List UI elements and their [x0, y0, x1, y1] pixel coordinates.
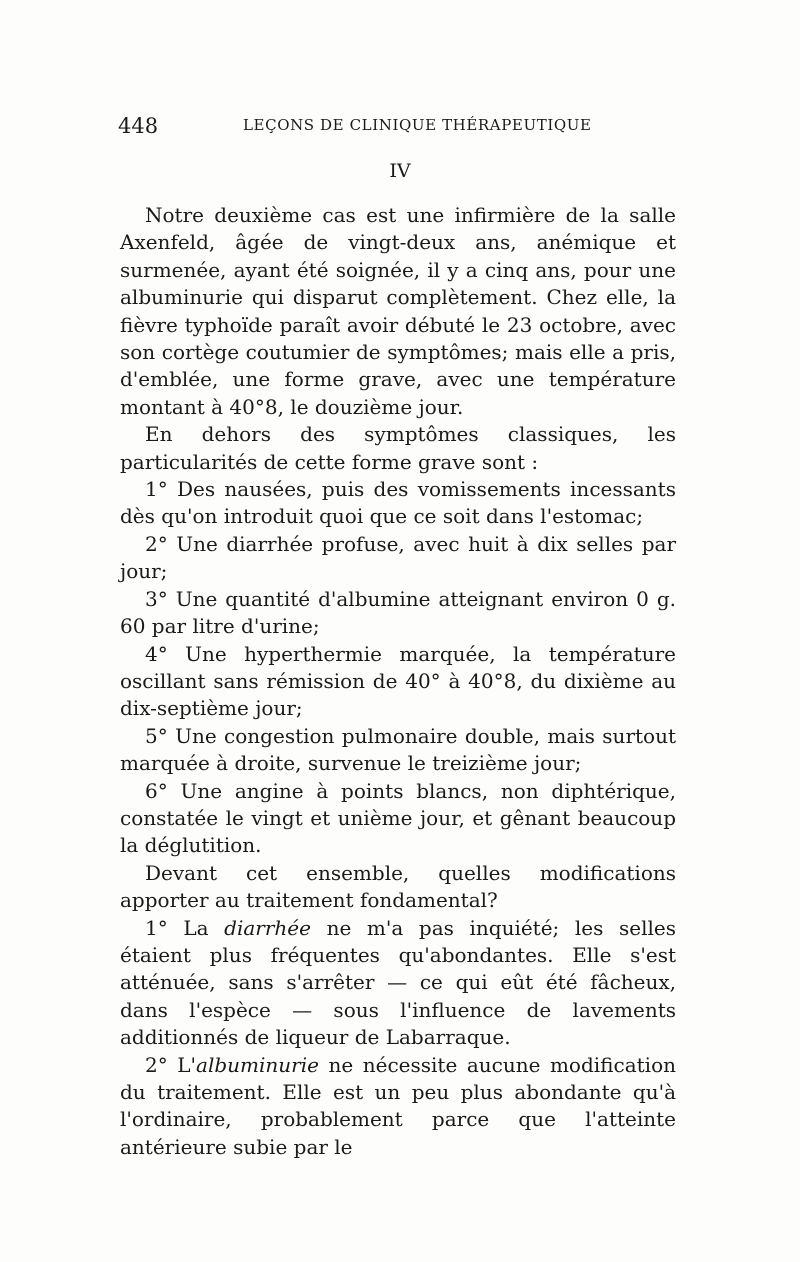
italic-term: albuminurie — [196, 1052, 319, 1077]
paragraph — [120, 1052, 676, 1162]
paragraph: 6° Une angine à points blancs, non diphtérique, constatée le vingt et unième jour, et gênant beaucoup la déglutition. — [120, 778, 676, 858]
italic-term: diarrhée — [224, 915, 311, 940]
paragraph: Devant cet ensemble, quelles modifications apporter au traitement fondamental? — [120, 860, 676, 913]
paragraph: Notre deuxième cas est une infirmière de la salle Axenfeld, âgée de vingt-deux ans, anémique et surmenée, ayant été soignée, il y a cinq ans, pour une albuminurie qui disparut complètement. Chez elle, la fièvre typhoïde paraît avoir débuté le 23 octobre, avec son cortège coutumier de symptômes; mais elle a pris, d'emblée, une forme grave, avec une température montant à 40°8, le douzième jour. — [120, 203, 676, 419]
paragraph: 3° Une quantité d'albumine atteignant environ 0 g. 60 par litre d'urine; — [120, 586, 676, 639]
paragraph: 1° Des nausées, puis des vomissements incessants dès qu'on introduit quoi que ce soit dans l'estomac; — [120, 477, 676, 529]
page-header — [118, 114, 678, 140]
body-text — [120, 202, 676, 1161]
paragraph: 2° Une diarrhée profuse, avec huit à dix selles par jour; — [120, 531, 676, 584]
page-number: 448 — [118, 114, 159, 138]
text-run: 2° L' — [145, 1052, 197, 1077]
text-run: ne nécessite aucune modification du traitement. Elle est un peu plus abondante qu'à l'ordinaire, probablement parce que l'atteinte antérieure subie par le — [120, 1052, 676, 1159]
text-run: 1° La — [145, 915, 225, 940]
paragraph: En dehors des symptômes classiques, les particularités de cette forme grave sont : — [120, 422, 676, 474]
paragraph — [120, 915, 676, 1052]
running-title: LEÇONS DE CLINIQUE THÉRAPEUTIQUE — [243, 116, 592, 134]
paragraph: 4° Une hyperthermie marquée, la température oscillant sans rémission de 40° à 40°8, du dixième au dix-septième jour; — [120, 641, 676, 721]
text-run: ne m'a pas inquiété; les selles étaient plus fréquentes qu'abondantes. Elle s'est atténuée, sans s'arrêter — ce qui eût été fâcheux, dans l'espèce — sous l'influence de lavements additionnés de liqueur de Labarraque. — [120, 915, 676, 1050]
section-number: IV — [389, 160, 411, 182]
paragraph: 5° Une congestion pulmonaire double, mais surtout marquée à droite, survenue le treizième jour; — [120, 723, 676, 776]
